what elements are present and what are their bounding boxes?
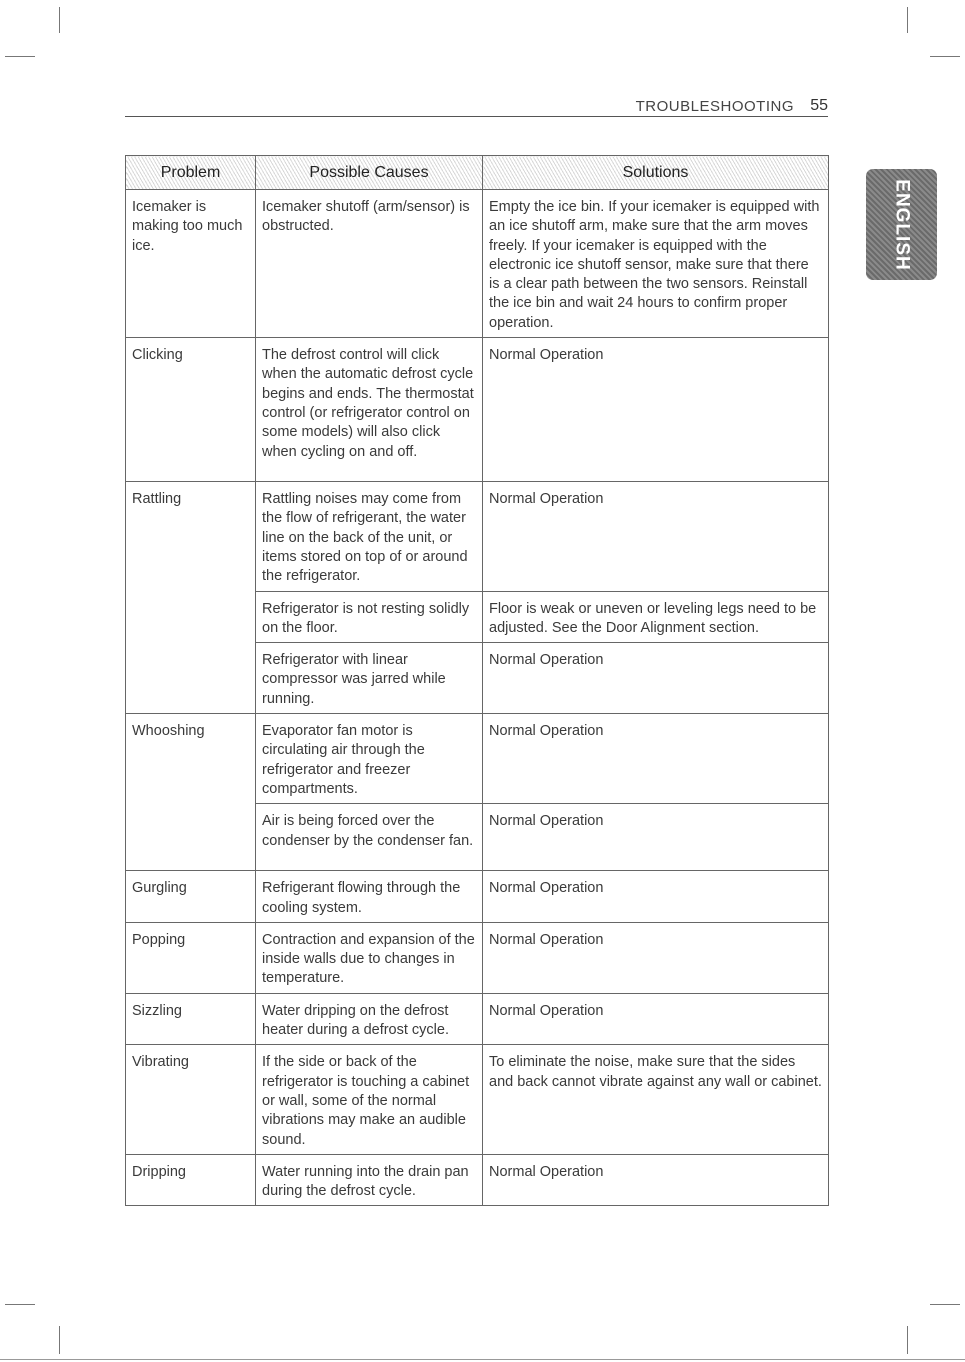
cause-cell: Icemaker shutoff (arm/sensor) is obstructed.: [256, 190, 483, 338]
language-tab: [866, 169, 937, 280]
problem-cell: Vibrating: [126, 1045, 256, 1154]
problem-cell: Icemaker is making too much ice.: [126, 190, 256, 338]
crop-mark: [59, 7, 60, 33]
column-header-problem: Problem: [126, 156, 256, 190]
table-row: [126, 714, 829, 804]
crop-mark: [930, 56, 960, 57]
crop-mark: [59, 1326, 60, 1354]
section-title: TROUBLESHOOTING: [635, 98, 794, 115]
cause-cell: Refrigerant flowing through the cooling system.: [256, 871, 483, 923]
cause-cell: Refrigerator with linear compressor was jarred while running.: [256, 643, 483, 714]
problem-cell: Gurgling: [126, 871, 256, 923]
crop-mark: [907, 1326, 908, 1354]
crop-mark: [5, 56, 35, 57]
problem-cell: Sizzling: [126, 993, 256, 1045]
solution-cell: Normal Operation: [483, 643, 829, 714]
column-header-possible-causes: Possible Causes: [256, 156, 483, 190]
table-row: [126, 1154, 829, 1206]
table-row: [126, 871, 829, 923]
language-tab-label: ENGLISH: [891, 178, 913, 271]
table-row: [126, 482, 829, 591]
problem-cell: Rattling: [126, 482, 256, 714]
solution-cell: Normal Operation: [483, 482, 829, 591]
column-header-solutions: Solutions: [483, 156, 829, 190]
solution-cell: Empty the ice bin. If your icemaker is equipped with an ice shutoff arm, make sure that the arm moves freely. If your icemaker is equipped with the electronic ice shutoff sensor, make sure that there is a clear path between the two sensors. Reinstall the ice bin and wait 24 hours to confirm proper operation.: [483, 190, 829, 338]
solution-cell: Normal Operation: [483, 804, 829, 871]
cause-cell: Refrigerator is not resting solidly on the floor.: [256, 591, 483, 643]
cause-cell: Contraction and expansion of the inside walls due to changes in temperature.: [256, 922, 483, 993]
table-header-row: [126, 156, 829, 190]
problem-cell: Whooshing: [126, 714, 256, 871]
solution-cell: Normal Operation: [483, 993, 829, 1045]
cause-cell: If the side or back of the refrigerator is touching a cabinet or wall, some of the normal vibrations may make an audible sound.: [256, 1045, 483, 1154]
table-row: [126, 922, 829, 993]
cause-cell: Water dripping on the defrost heater during a defrost cycle.: [256, 993, 483, 1045]
cause-cell: Air is being forced over the condenser by the condenser fan.: [256, 804, 483, 871]
solution-cell: Normal Operation: [483, 714, 829, 804]
cause-cell: Rattling noises may come from the flow of refrigerant, the water line on the back of the unit, or items stored on top of or around the refrigerator.: [256, 482, 483, 591]
troubleshooting-table: [125, 155, 829, 1206]
crop-mark: [5, 1304, 35, 1305]
problem-cell: Dripping: [126, 1154, 256, 1206]
cause-cell: Evaporator fan motor is circulating air through the refrigerator and freezer compartments.: [256, 714, 483, 804]
crop-mark: [930, 1304, 960, 1305]
solution-cell: Normal Operation: [483, 922, 829, 993]
page-header: [125, 96, 828, 117]
cause-cell: Water running into the drain pan during the defrost cycle.: [256, 1154, 483, 1206]
table-row: [126, 993, 829, 1045]
solution-cell: To eliminate the noise, make sure that the sides and back cannot vibrate against any wall or cabinet.: [483, 1045, 829, 1154]
solution-cell: Normal Operation: [483, 1154, 829, 1206]
cause-cell: The defrost control will click when the automatic defrost cycle begins and ends. The thermostat control (or refrigerator control on some models) will also click when cycling on and off.: [256, 338, 483, 482]
table-row: [126, 338, 829, 482]
crop-mark: [907, 7, 908, 33]
page-number: 55: [810, 97, 828, 114]
table-row: [126, 1045, 829, 1154]
table-row: [126, 190, 829, 338]
solution-cell: Normal Operation: [483, 338, 829, 482]
bottom-rule: [0, 1359, 965, 1360]
solution-cell: Normal Operation: [483, 871, 829, 923]
problem-cell: Clicking: [126, 338, 256, 482]
solution-cell: Floor is weak or uneven or leveling legs need to be adjusted. See the Door Alignment section.: [483, 591, 829, 643]
problem-cell: Popping: [126, 922, 256, 993]
